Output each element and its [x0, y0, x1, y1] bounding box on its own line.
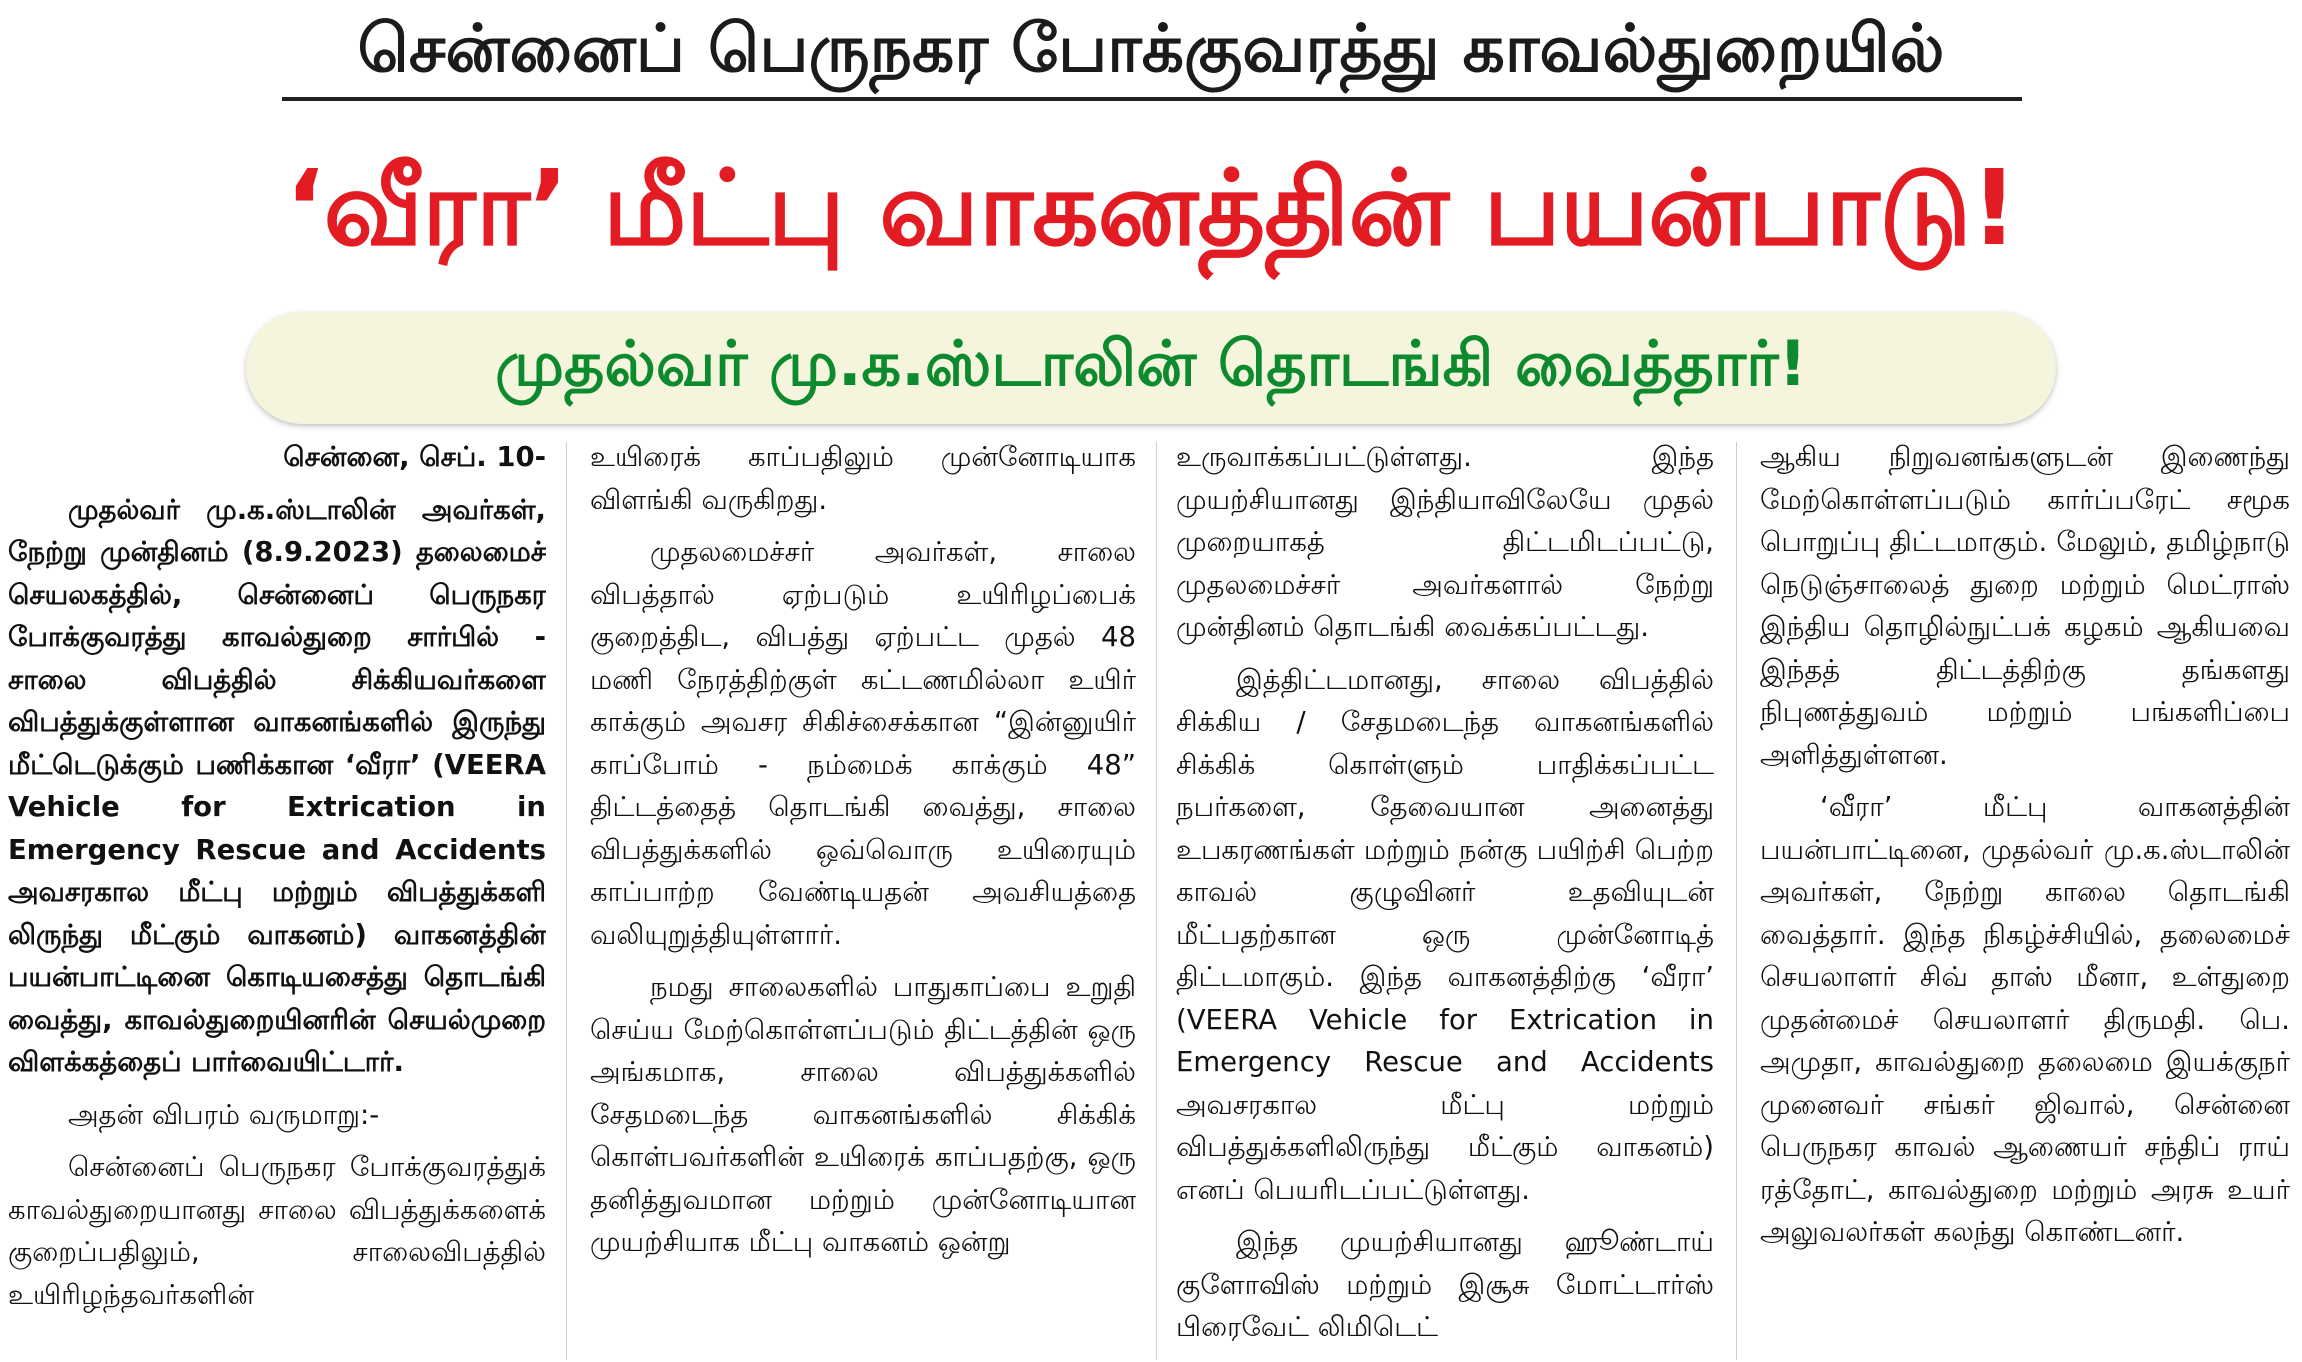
lead-paragraph: முதல்வர் மு.க.ஸ்டாலின் அவர்கள், நேற்று முன்தினம் (8.9.2023) தலைமைச் செயலகத்தில், சென்னைப் பெருநகர போக்குவரத்து காவல்துறை சார்பில் - சாலை விபத்தில் சிக்கியவர்களை விபத்துக்குள்ளான வாகனங்களில் இருந்து மீட்டெடுக்கும் பணிக்கான ‘வீரா’ (VEERA Vehicle for Extrication in Emergency Rescue and Accidents அவசரகால மீட்பு மற்றும் விபத்துக்களி லிருந்து மீட்கும் வாகனம்) வாகனத்தின் பயன்பாட்டினை கொடியசைத்து தொடங்கி வைத்து, காவல்துறையினரின் செயல்முறை விளக்கத்தைப் பார்வையிட்டார்.: [8, 493, 546, 1078]
article-column-3: [1176, 436, 1714, 1362]
paragraph-4: இத்திட்டமானது, சாலை விபத்தில் சிக்கிய / சேதமடைந்த வாகனங்களில் சிக்கிக் கொள்ளும் பாதிக்கப்பட்ட நபர்களை, தேவையான அனைத்து உபகரணங்கள் மற்றும் நன்கு பயிற்சி பெற்ற காவல் குழுவினர் உதவியுடன் மீட்பதற்கான ஒரு முன்னோடித் திட்டமாகும். இந்த வாகனத்திற்கு ‘வீரா’ (VEERA Vehicle for Extrication in Emergency Rescue and Accidents அவசரகால மீட்பு மற்றும் விபத்துக்களிலிருந்து மீட்கும் வாகனம்) எனப் பெயரிடப்பட்டுள்ளது.: [1176, 663, 1714, 1206]
article-column-2: [590, 436, 1136, 1362]
paragraph-6: ‘வீரா’ மீட்பு வாகனத்தின் பயன்பாட்டினை, முதல்வர் மு.க.ஸ்டாலின் அவர்கள், நேற்று காலை தொடங்கி வைத்தார். இந்த நிகழ்ச்சியில், தலைமைச் செயலாளர் சிவ் தாஸ் மீனா, உள்துறை முதன்மைச் செயலாளர் திருமதி. பெ. அமுதா, காவல்துறை தலைமை இயக்குநர் முனைவர் சங்கர் ஜிவால், சென்னை பெருநகர காவல் ஆணையர் சந்திப் ராய் ரத்தோட், காவல்துறை மற்றும் அரசு உயர் அலுவலர்கள் கலந்து கொண்டனர்.: [1760, 791, 2290, 1248]
paragraph-1-continued: உயிரைக் காப்பதிலும் முன்னோடியாக விளங்கி வருகிறது.: [590, 441, 1136, 516]
paragraph-3: நமது சாலைகளில் பாதுகாப்பை உறுதி செய்ய மேற்கொள்ளப்படும் திட்டத்தின் ஒரு அங்கமாக, சாலை விபத்துக்களில் சேதமடைந்த வாகனங்களில் சிக்கிக் கொள்பவர்களின் உயிரைக் காப்பதற்கு, ஒரு தனித்துவமான மற்றும் முன்னோடியான முயற்சியாக மீட்பு வாகனம் ஒன்று: [590, 971, 1136, 1258]
dateline: சென்னை, செப். 10-: [283, 441, 546, 473]
main-headline: ‘வீரா’ மீட்பு வாகனத்தின் பயன்பாடு!: [285, 147, 2017, 269]
article-column-1: [8, 436, 546, 1362]
paragraph-3-continued: உருவாக்கப்பட்டுள்ளது. இந்த முயற்சியானது இந்தியாவிலேயே முதல் முறையாகத் திட்டமிடப்பட்டு, முதலமைச்சர் அவர்களால் நேற்று முன்தினம் தொடங்கி வைக்கப்பட்டது.: [1176, 441, 1714, 643]
paragraph-1: சென்னைப் பெருநகர போக்குவரத்துக் காவல்துறையானது சாலை விபத்துக்களைக் குறைப்பதிலும், சாலைவிபத்தில் உயிரிழந்தவர்களின்: [8, 1151, 546, 1311]
paragraph-2: முதலமைச்சர் அவர்கள், சாலை விபத்தால் ஏற்படும் உயிரிழப்பைக் குறைத்திட, விபத்து ஏற்பட்ட முதல் 48 மணி நேரத்திற்குள் கட்டணமில்லா உயிர் காக்கும் அவசர சிகிச்சைக்கான “இன்னுயிர் காப்போம் - நம்மைக் காக்கும் 48” திட்டத்தைத் தொடங்கி வைத்து, சாலை விபத்துக்களில் ஒவ்வொரு உயிரையும் காப்பாற்ற வேண்டியதன் அவசியத்தை வலியுறுத்தியுள்ளார்.: [590, 536, 1136, 951]
details-intro: அதன் விபரம் வருமாறு:-: [68, 1098, 380, 1131]
subhead-banner: [246, 312, 2056, 424]
paragraph-5-continued: ஆகிய நிறுவனங்களுடன் இணைந்து மேற்கொள்ளப்படும் கார்ப்பரேட் சமூக பொறுப்பு திட்டமாகும். மேலும், தமிழ்நாடு நெடுஞ்சாலைத் துறை மற்றும் மெட்ராஸ் இந்திய தொழில்நுட்பக் கழகம் ஆகியவை இந்தத் திட்டத்திற்கு தங்களது நிபுணத்துவம் மற்றும் பங்களிப்பை அளித்துள்ளன.: [1760, 441, 2290, 771]
kicker-headline: சென்னைப் பெருநகர போக்குவரத்து காவல்துறையில்: [357, 10, 1945, 87]
header-rule: [282, 97, 2022, 101]
article-column-4: [1760, 436, 2290, 1362]
paragraph-5: இந்த முயற்சியானது ஹூண்டாய் குளோவிஸ் மற்றும் இசூசு மோட்டார்ஸ் பிரைவேட் லிமிடெட்: [1176, 1226, 1714, 1343]
article-body: [0, 436, 2302, 1362]
subhead-text: முதல்வர் மு.க.ஸ்டாலின் தொடங்கி வைத்தார்!: [495, 327, 1807, 400]
